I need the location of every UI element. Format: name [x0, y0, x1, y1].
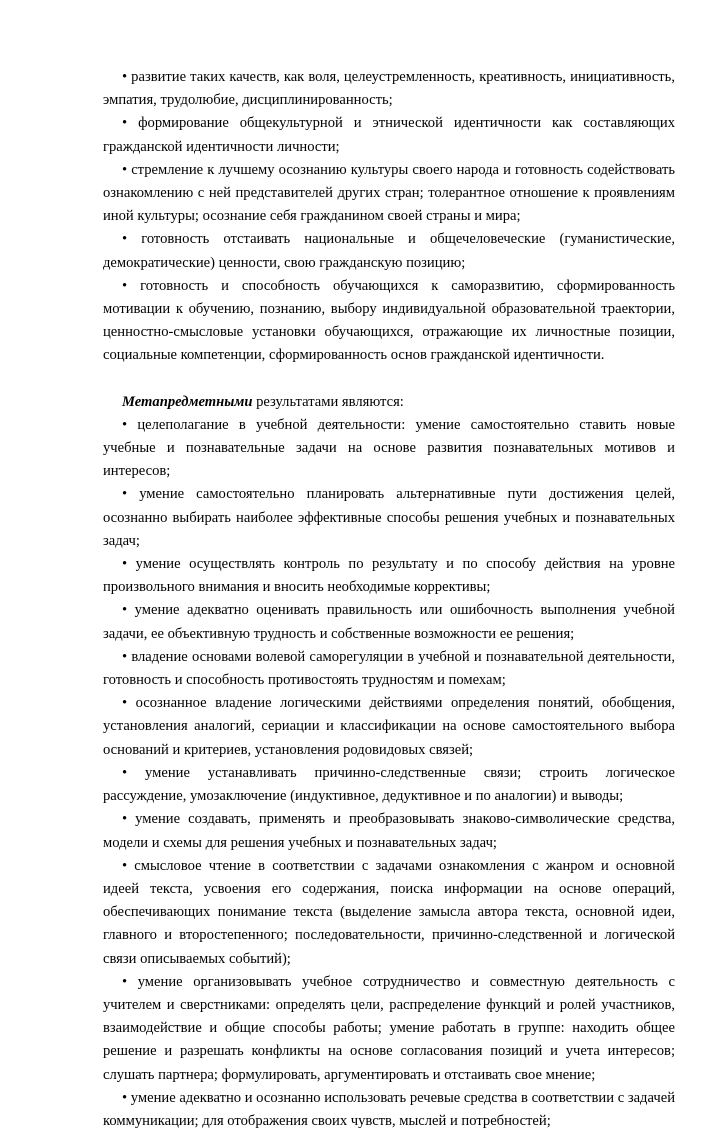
personal-item: • стремление к лучшему осознанию культуры своего народа и готовность содействовать ознакомлению с ней представителей других стран; толерантное отношение к проявлениям иной культуры; осознание себя гражданином своей страны и мира; — [103, 161, 675, 225]
meta-item: • умение адекватно оценивать правильность или ошибочность выполнения учебной задачи, ее объективную трудность и собственные возможности ее решения; — [103, 602, 675, 642]
meta-item: • умение устанавливать причинно-следственные связи; строить логическое рассуждение, умозаключение (индуктивное, дедуктивное и по аналогии) и выводы; — [103, 764, 675, 805]
meta-item: • умение самостоятельно планировать альтернативные пути достижения целей, осознанно выбирать наиболее эффективные способы решения учебных и познавательных задач; — [103, 486, 675, 549]
personal-item: • формирование общекультурной и этнической идентичности как составляющих гражданской идентичности личности; — [103, 115, 675, 155]
meta-item: • осознанное владение логическими действиями определения понятий, обобщения, установления аналогий, сериации и классификации на основе самостоятельного выбора оснований и критериев, установления родовидовых связей; — [103, 695, 675, 758]
meta-item: • владение основами волевой саморегуляции в учебной и познавательной деятельности, готовность и способность противостоять трудностям и помехам; — [103, 648, 675, 689]
meta-item: • смысловое чтение в соответствии с задачами ознакомления с жанром и основной идеей текста, усвоения его содержания, поиска информации на основе операций, обеспечивающих понимание текста (выделение замысла автора текста, основной идеи, главного и второстепенного; последовательности, причинно-следственной и логической связи описываемых событий); — [103, 857, 675, 967]
meta-heading-emphasis: Метапредметными — [122, 393, 253, 410]
meta-heading — [103, 391, 675, 414]
paragraph-gap — [103, 368, 675, 391]
meta-item: • умение создавать, применять и преобразовывать знаково-символические средства, модели и схемы для решения учебных и познавательных задач; — [103, 811, 675, 851]
personal-item: • готовность и способность обучающихся к саморазвитию, сформированность мотивации к обучению, познанию, выбору индивидуальной образовательной траектории, ценностно-смысловые установки обучающихся, отражающие их личностные позиции, социальные компетенции, сформированность основ гражданской идентичности. — [103, 277, 675, 364]
personal-item: • готовность отстаивать национальные и общечеловеческие (гуманистические, демократические) ценности, свою гражданскую позицию; — [103, 231, 675, 271]
meta-item: • умение организовывать учебное сотрудничество и совместную деятельность с учителем и сверстниками: определять цели, распределение функций и ролей участников, взаимодействие и общие способы работы; умение работать в группе: находить общее решение и разрешать конфликты на основе согласования позиций и учета интересов; слушать партнера; формулировать, аргументировать и отстаивать свое мнение; — [103, 973, 675, 1083]
document-page — [103, 66, 675, 1133]
meta-item: • умение осуществлять контроль по результату и по способу действия на уровне произвольного внимания и вносить необходимые коррективы; — [103, 556, 675, 596]
meta-heading-rest: результатами являются: — [252, 393, 404, 410]
personal-item: • развитие таких качеств, как воля, целеустремленность, креативность, инициативность, эмпатия, трудолюбие, дисциплинированность; — [103, 69, 675, 109]
meta-item: • умение адекватно и осознанно использовать речевые средства в соответствии с задачей коммуникации; для отображения своих чувств, мыслей и потребностей; — [103, 1089, 676, 1129]
meta-item: • целеполагание в учебной деятельности: умение самостоятельно ставить новые учебные и познавательные задачи на основе развития познавательных мотивов и интересов; — [103, 416, 675, 480]
